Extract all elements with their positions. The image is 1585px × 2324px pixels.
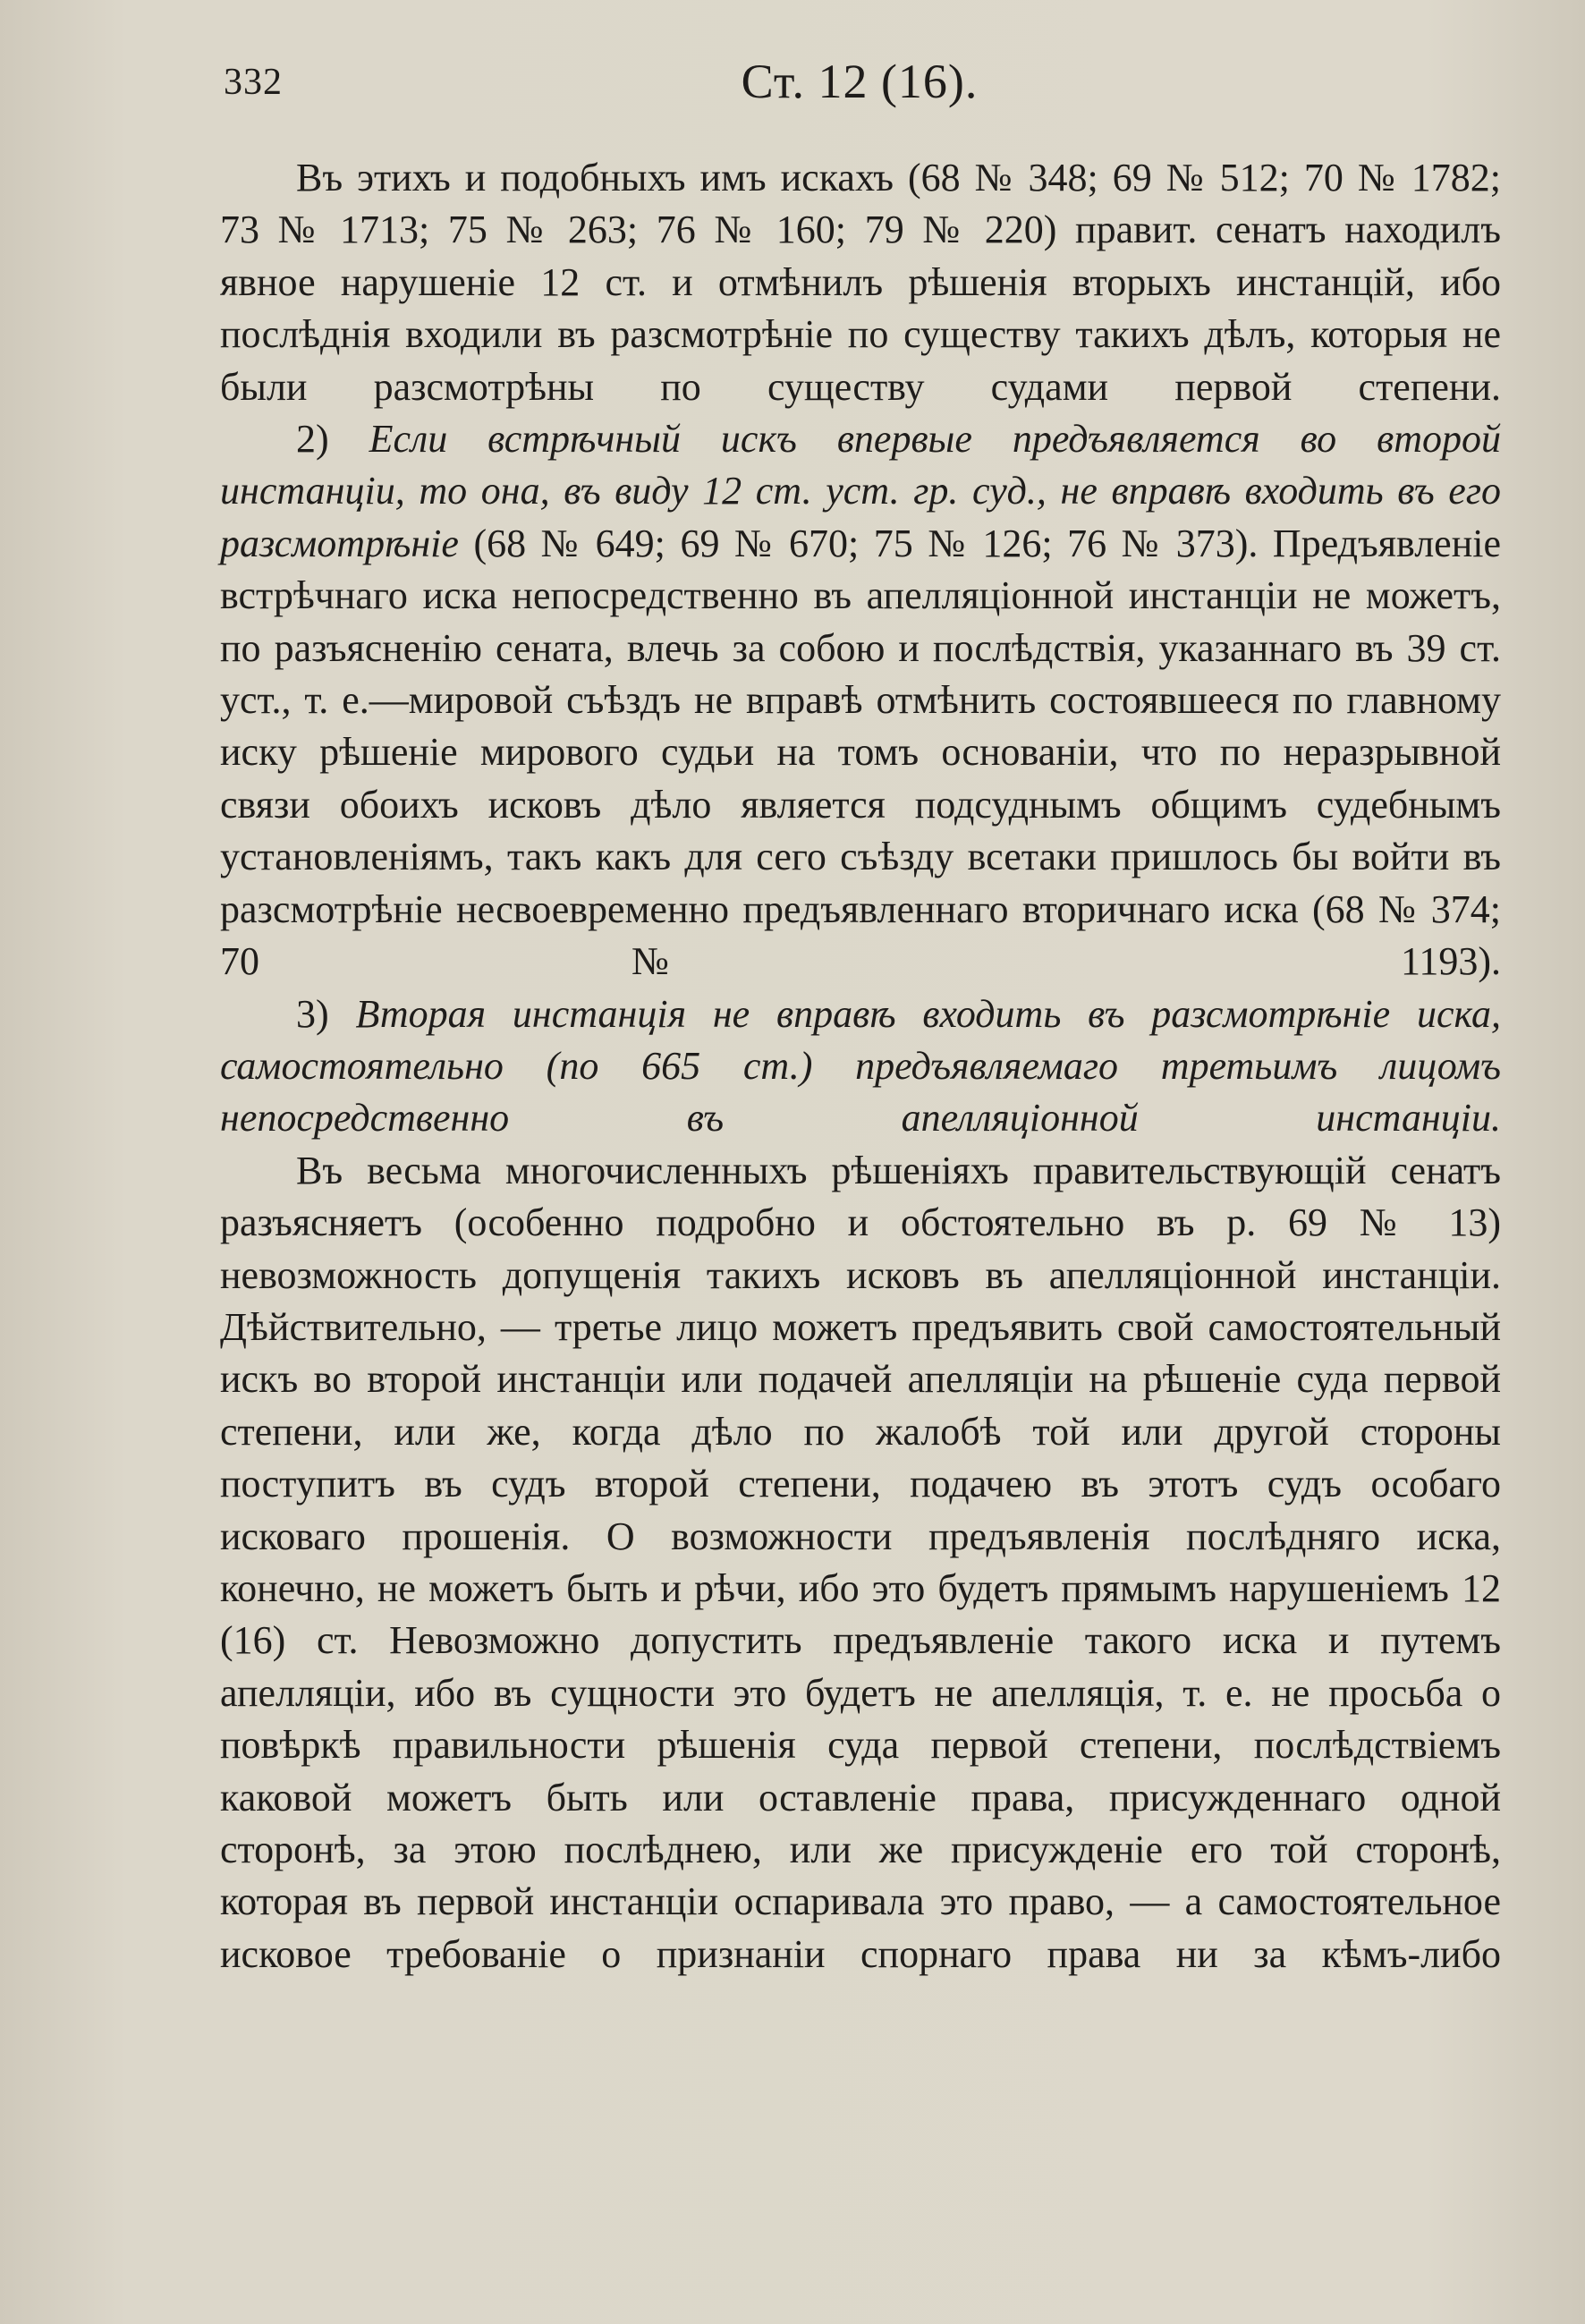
- paragraph-3: [220, 988, 1501, 1145]
- paragraph-3-italic-rule: Вторая инстанція не вправѣ входить въ разсмотрѣніе иска, самостоятельно (по 665 ст.) предъявляемаго третьимъ лицомъ непосредственно въ апелляціонной инстанціи.: [220, 991, 1501, 1141]
- paragraph-4-text: Въ весьма многочисленныхъ рѣшеніяхъ правительствующій сенатъ разъясняетъ (особенно подробно и обстоятельно въ р. 69 № 13) невозможность допущенія такихъ исковъ въ апелляціонной инстанціи. Дѣйствительно, — третье лицо можетъ предъявить свой самостоятельный искъ во второй инстанціи или подачей апелляціи на рѣшеніе суда первой степени, или же, когда дѣло по жалобѣ той или другой стороны поступитъ въ судъ второй степени, подачею въ этотъ судъ особаго исковаго прошенія. О возможности предъявленія послѣдняго иска, конечно, не можетъ быть и рѣчи, ибо это будетъ прямымъ нарушеніемъ 12 (16) ст. Невозможно допустить предъявленіе такого иска и путемъ апелляціи, ибо въ сущности это будетъ не апелляція, т. е. не просьба о повѣркѣ правильности рѣшенія суда первой степени, послѣдствіемъ каковой можетъ быть или оставленіе права, присужденнаго одной сторонѣ, за этою послѣднею, или же присужденіе его той сторонѣ, которая въ первой инстанціи оспаривала это право, — а самостоятельное исковое требованіе о признаніи спорнаго права ни за кѣмъ-либо: [220, 1148, 1501, 1976]
- body-text: [220, 152, 1501, 1980]
- paragraph-2-italic-rule: Если встрѣчный искъ впервые предъявляется во второй инстанціи, то она, въ виду 12 ст. уст. гр. суд., не вправѣ входить въ его разсмотрѣніе: [220, 417, 1501, 565]
- running-title: Ст. 12 (16).: [741, 55, 979, 108]
- paragraph-2-number: 2): [296, 417, 369, 462]
- paragraph-1-text: Въ этихъ и подобныхъ имъ искахъ (68 № 348; 69 № 512; 70 № 1782; 73 № 1713; 75 № 263; 76 № 160; 79 № 220) правит. сенатъ находилъ явное нарушеніе 12 ст. и отмѣнилъ рѣшенія вторыхъ инстанцій, ибо послѣднія входили въ разсмотрѣніе по существу такихъ дѣлъ, которыя не были разсмотрѣны по существу судами первой степени.: [220, 156, 1501, 409]
- paragraph-2: [220, 413, 1501, 988]
- paragraph-2-text: (68 № 649; 69 № 670; 75 № 126; 76 № 373). Предъявленіе встрѣчнаго иска непосредственно въ апелляціонной инстанціи не можетъ, по разъясненію сената, влечь за собою и послѣдствія, указаннаго въ 39 ст. уст., т. е.—мировой съѣздъ не вправѣ отмѣнить состоявшееся по главному иску рѣшеніе мирового судьи на томъ основаніи, что по неразрывной связи обоихъ исковъ дѣло является подсуднымъ общимъ судебнымъ установленіямъ, такъ какъ для сего съѣзду всетаки пришлось бы войти въ разсмотрѣніе несвоевременно предъявленнаго вторичнаго иска (68 № 374; 70 № 1193).: [220, 521, 1501, 984]
- paragraph-1: [220, 152, 1501, 413]
- paragraph-3-number: 3): [296, 991, 356, 1036]
- paragraph-4: [220, 1145, 1501, 1981]
- page-header: [224, 54, 1496, 116]
- page-number: 332: [224, 62, 283, 103]
